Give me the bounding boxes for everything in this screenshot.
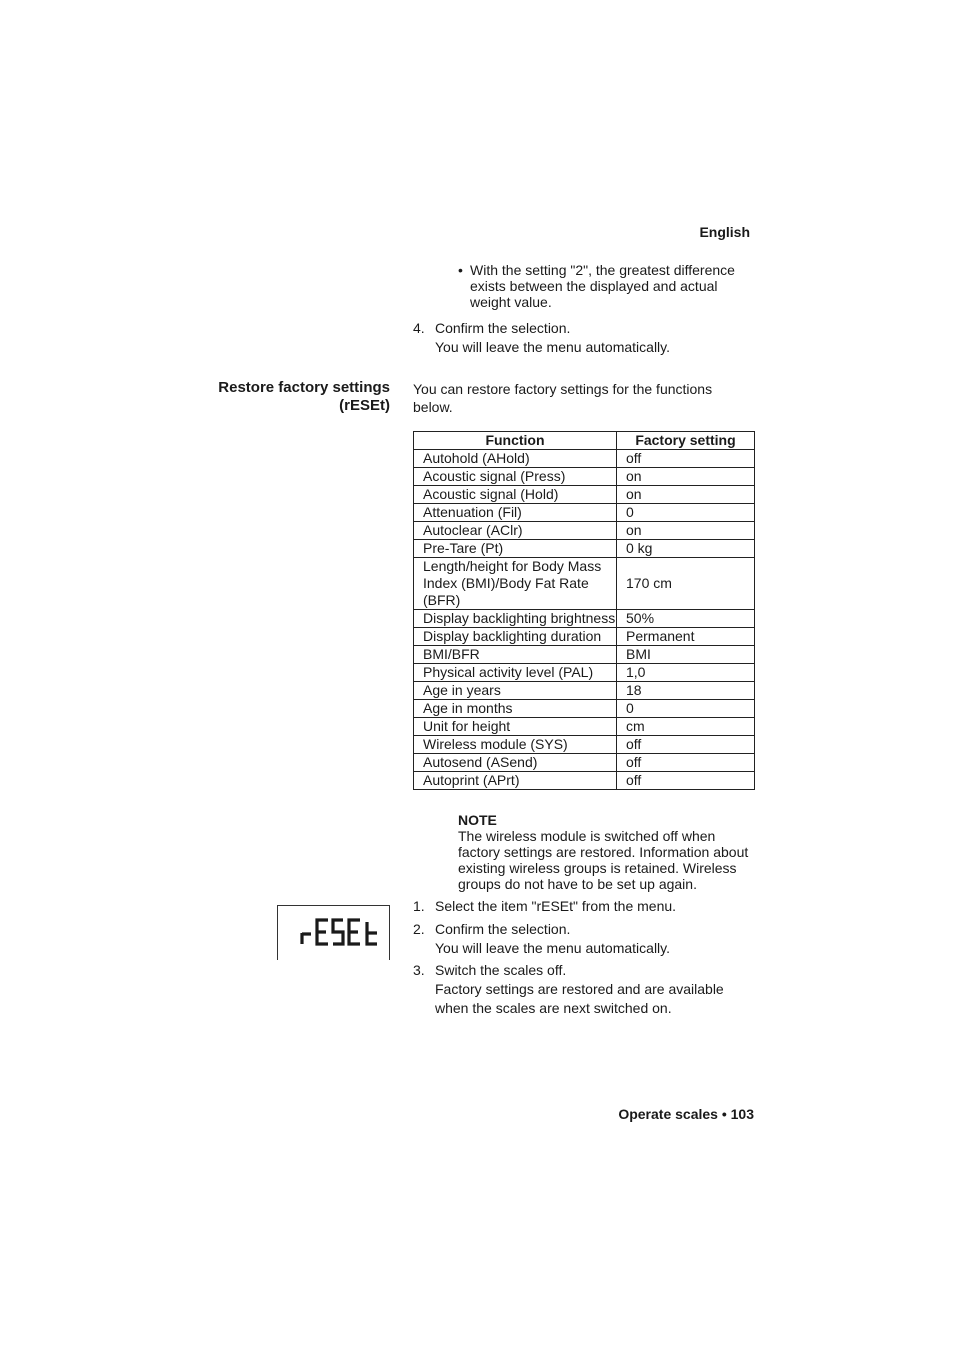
step-text: Switch the scales off. [435, 962, 567, 978]
factory-setting-cell: BMI [617, 646, 755, 664]
function-cell: Age in years [414, 682, 617, 700]
factory-setting-cell: 50% [617, 610, 755, 628]
function-cell: BMI/BFR [414, 646, 617, 664]
step-result: You will leave the menu automatically. [435, 339, 671, 355]
step-4 [413, 319, 753, 357]
table-row [414, 772, 755, 790]
section-intro: You can restore factory settings for the functions below. [413, 381, 713, 415]
step-number: 2. [413, 921, 425, 937]
function-cell: Pre-Tare (Pt) [414, 540, 617, 558]
section-title-line1: Restore factory settings [218, 379, 390, 396]
step-result: You will leave the menu automatically. [435, 940, 671, 956]
factory-settings-table [413, 431, 755, 790]
step-text: Confirm the selection. [435, 921, 571, 937]
note-text: The wireless module is switched off when factory settings are restored. Information about existing wireless groups is retained. Wireless groups do not have to be set up again. [458, 828, 749, 892]
table-header-row [414, 432, 755, 450]
function-cell: Acoustic signal (Press) [414, 468, 617, 486]
step-result: Factory settings are restored and are available when the scales are next switched on. [435, 981, 724, 1016]
table-row [414, 486, 755, 504]
table-row [414, 718, 755, 736]
function-cell: Display backlighting brightness [414, 610, 617, 628]
table-row [414, 450, 755, 468]
table-row [414, 700, 755, 718]
note-heading: NOTE [458, 812, 497, 828]
page-footer: Operate scales • 103 [618, 1106, 754, 1122]
bullet-text: With the setting "2", the greatest difference exists between the displayed and actual weight value. [470, 262, 735, 310]
lcd-segment-text [298, 914, 380, 950]
function-cell: Length/height for Body Mass Index (BMI)/Body Fat Rate (BFR) [414, 558, 617, 610]
table-row [414, 754, 755, 772]
factory-setting-cell: 0 [617, 700, 755, 718]
step-number: 1. [413, 898, 425, 914]
table-row [414, 468, 755, 486]
factory-setting-cell: 18 [617, 682, 755, 700]
table-row [414, 664, 755, 682]
factory-setting-cell: on [617, 486, 755, 504]
step-1 [413, 897, 753, 916]
step-number: 3. [413, 962, 425, 978]
function-cell: Autohold (AHold) [414, 450, 617, 468]
language-label: English [699, 224, 750, 240]
table-row [414, 628, 755, 646]
factory-setting-cell: 0 kg [617, 540, 755, 558]
table-header-factory-setting: Factory setting [617, 432, 755, 450]
table-row [414, 504, 755, 522]
function-cell: Unit for height [414, 718, 617, 736]
function-cell: Physical activity level (PAL) [414, 664, 617, 682]
table-row [414, 558, 755, 610]
table-row [414, 610, 755, 628]
factory-setting-cell: 1,0 [617, 664, 755, 682]
function-cell: Display backlighting duration [414, 628, 617, 646]
step-2 [413, 920, 753, 958]
step-text: Select the item "rESEt" from the menu. [435, 898, 677, 914]
step-3 [413, 961, 753, 1018]
table-row [414, 736, 755, 754]
function-cell: Autoclear (AClr) [414, 522, 617, 540]
factory-setting-cell: 170 cm [617, 558, 755, 610]
table-row [414, 646, 755, 664]
factory-setting-cell: off [617, 772, 755, 790]
table-row [414, 682, 755, 700]
factory-setting-cell: off [617, 450, 755, 468]
factory-setting-cell: Permanent [617, 628, 755, 646]
section-title-line2: (rESEt) [339, 397, 390, 414]
step-number: 4. [413, 320, 425, 336]
function-cell: Autoprint (APrt) [414, 772, 617, 790]
function-cell: Wireless module (SYS) [414, 736, 617, 754]
bullet-item [458, 262, 748, 310]
section-title [150, 379, 390, 415]
note-box [458, 812, 758, 892]
table-row [414, 540, 755, 558]
step-text: Confirm the selection. [435, 320, 571, 336]
table-row [414, 522, 755, 540]
factory-setting-cell: off [617, 736, 755, 754]
factory-setting-cell: on [617, 468, 755, 486]
function-cell: Autosend (ASend) [414, 754, 617, 772]
factory-setting-cell: on [617, 522, 755, 540]
bullet-marker: • [458, 262, 463, 278]
lcd-display [277, 905, 390, 960]
function-cell: Acoustic signal (Hold) [414, 486, 617, 504]
function-cell: Age in months [414, 700, 617, 718]
table-header-function: Function [414, 432, 617, 450]
function-cell: Attenuation (Fil) [414, 504, 617, 522]
factory-setting-cell: cm [617, 718, 755, 736]
factory-setting-cell: 0 [617, 504, 755, 522]
factory-setting-cell: off [617, 754, 755, 772]
